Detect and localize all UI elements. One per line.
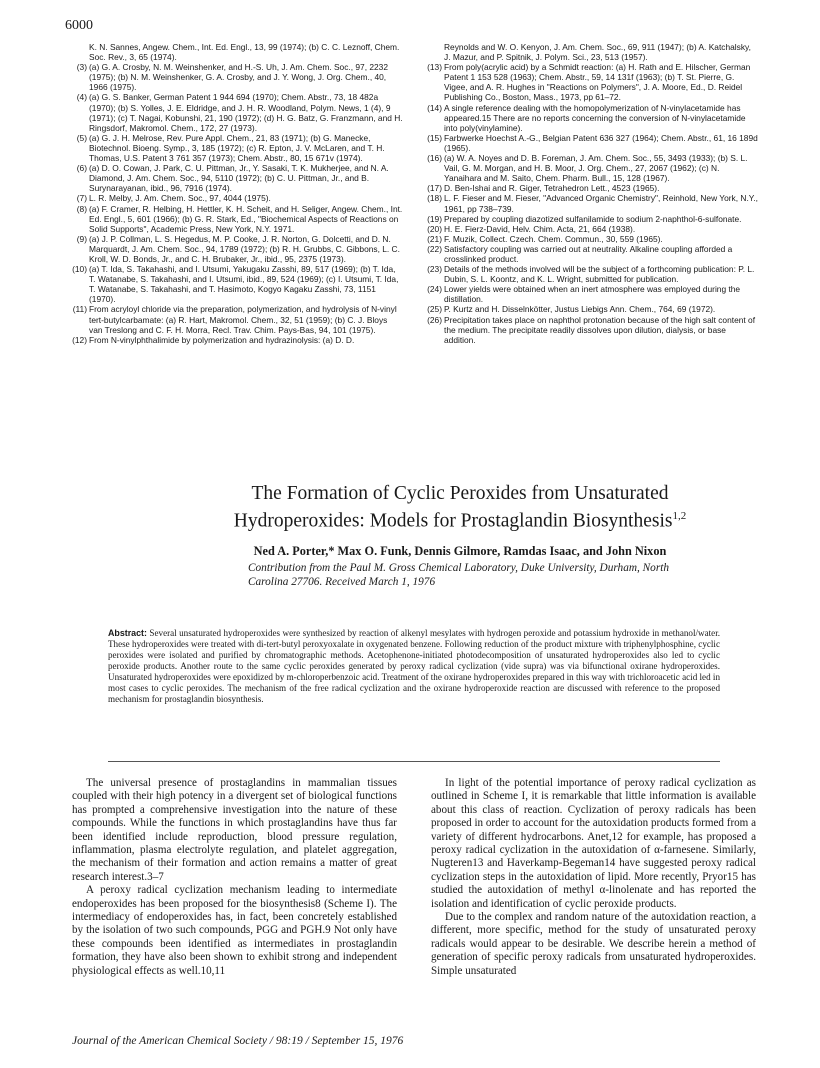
reference-item bbox=[65, 335, 403, 345]
reference-item bbox=[420, 315, 758, 345]
reference-number: (26) bbox=[427, 314, 442, 325]
abstract bbox=[108, 628, 720, 705]
body-paragraph: In light of the potential importance of peroxy radical cyclization as outlined in Scheme I, it is remarkable that little information is available about this class of reaction. Cyclization of peroxy radicals has been proposed in order to account for the autoxidation products formed from a variety of different hydrocarbons. Anet,12 for example, has proposed a peroxy radical cyclization in the autoxidation of α-farnesene. Similarly, Nugteren13 and Haverkamp-Begeman14 have suggested peroxy radical cyclization steps in the autoxidation of lipid. More recently, Pryor15 has studied the autoxidation of methyl α-linolenate and has reported the isolation and identification of cyclic peroxide products. bbox=[431, 777, 757, 910]
reference-text: Farbwerke Hoechst A.-G., Belgian Patent 636 327 (1964); Chem. Abstr., 61, 16 189d (1965). bbox=[444, 132, 758, 153]
reference-number: (14) bbox=[427, 102, 442, 113]
title-footnote-marker: 1,2 bbox=[672, 510, 687, 522]
reference-text: Reynolds and W. O. Kenyon, J. Am. Chem. Soc., 69, 911 (1947); (b) A. Katchalsky, J. Mazur, and P. Spitnik, J. Polym. Sci., 23, 513 (1957). bbox=[444, 42, 751, 63]
reference-number: (15) bbox=[427, 132, 442, 143]
reference-number: (22) bbox=[427, 243, 442, 254]
reference-number: (9) bbox=[76, 233, 87, 244]
reference-number: (24) bbox=[427, 284, 442, 295]
reference-number: (21) bbox=[427, 233, 442, 244]
reference-item bbox=[420, 193, 758, 213]
reference-item bbox=[65, 204, 403, 234]
reference-item bbox=[420, 42, 758, 62]
reference-number: (12) bbox=[72, 334, 87, 345]
reference-text: (a) J. P. Collman, L. S. Hegedus, M. P. Cooke, J. R. Norton, G. Dolcetti, and D. N. Marquardt, J. Am. Chem. Soc., 94, 1789 (1972); (b) R. H. Grubbs, C. Gibbons, L. C. Kroll, W. D. Bonds, Jr., and C. H. Brubaker, Jr., ibid., 95, 2375 (1973). bbox=[89, 233, 400, 264]
reference-text: From N-vinylphthalimide by polymerization and hydrazinolysis: (a) D. D. bbox=[89, 334, 355, 345]
reference-item bbox=[65, 92, 403, 132]
reference-text: Satisfactory coupling was carried out at neutrality. Alkaline coupling afforded a crosslinked product. bbox=[444, 243, 733, 264]
reference-item bbox=[65, 133, 403, 163]
reference-text: L. F. Fieser and M. Fieser, "Advanced Organic Chemistry", Reinhold, New York, N.Y., 1961, pp 738–739. bbox=[444, 193, 758, 214]
reference-item bbox=[65, 62, 403, 92]
reference-text: D. Ben-Ishai and R. Giger, Tetrahedron Lett., 4523 (1965). bbox=[444, 183, 660, 194]
abstract-label: Abstract: bbox=[108, 628, 147, 638]
reference-item bbox=[420, 133, 758, 153]
body-right-column bbox=[431, 777, 756, 978]
article-title-line bbox=[160, 505, 760, 533]
reference-text: Precipitation takes place on naphthol protonation because of the high salt content of the medium. The precipitate readily dissolves upon dilution, dialysis, or base addition. bbox=[444, 314, 756, 345]
reference-item bbox=[65, 193, 403, 203]
reference-number: (10) bbox=[72, 264, 87, 275]
reference-item bbox=[65, 264, 403, 304]
reference-item bbox=[420, 214, 758, 224]
reference-text: From acryloyl chloride via the preparation, polymerization, and hydrolysis of N-vinyl tert-butylcarbamate: (a) R. Hart, Makromol. Chem., 32, 51 (1959); (b) C. J. Bloys van Treslong and C. F. H. Morra, Recl. Trav. Chim. Pays-Bas, 94, 101 (1975). bbox=[89, 304, 397, 335]
reference-text: L. R. Melby, J. Am. Chem. Soc., 97, 4044 (1975). bbox=[89, 193, 271, 204]
reference-number: (11) bbox=[72, 304, 87, 315]
reference-number: (19) bbox=[427, 213, 442, 224]
reference-text: Prepared by coupling diazotized sulfanilamide to sodium 2-naphthol-6-sulfonate. bbox=[444, 213, 742, 224]
reference-number: (13) bbox=[427, 62, 442, 73]
body-paragraph: Due to the complex and random nature of the autoxidation reaction, a different, more specific, method for the study of unsaturated peroxy radicals would appear to be desirable. We describe herein a method of generation of specific peroxy radicals from unsaturated hydroperoxides. Simple unsaturated bbox=[431, 911, 756, 977]
reference-item bbox=[420, 234, 758, 244]
reference-text: H. E. Fierz-David, Helv. Chim. Acta, 21, 664 (1938). bbox=[444, 223, 636, 234]
reference-text: From poly(acrylic acid) by a Schmidt reaction: (a) H. Rath and E. Hilscher, German Patent 1 153 528 (1963); Chem. Abstr., 59, 14 131f (1963); (b) T. St. Pierre, G. Vigee, and A. R. Hughes in "Reactions on Polymers", J. A. Moore, Ed., D. Reidel Publishing Co., Boston, Mass., 1973, pp 61–72. bbox=[444, 62, 751, 103]
reference-text: (a) G. S. Banker, German Patent 1 944 694 (1970); Chem. Abstr., 73, 18 482a (1970); (b) S. Yolles, J. E. Eldridge, and J. H. R. Woodland, Polym. News, 1 (4), 9 (1971); (c) T. Nagai, Kobunshi, 21, 190 (1972); (d) H. G. Batz, G. Franzmann, and H. Ringsdorf, Makromol. Chem., 172, 27 (1973). bbox=[89, 92, 403, 133]
reference-item bbox=[65, 304, 403, 334]
contribution-line: Contribution from the Paul M. Gross Chemical Laboratory, Duke University, Durham, North Carolina 27706. Received March 1, 1976 bbox=[248, 562, 670, 588]
reference-item bbox=[420, 183, 758, 193]
reference-text: (a) G. J. H. Melrose, Rev. Pure Appl. Chem., 21, 83 (1971); (b) G. Manecke, Biotechnol. Bioeng. Symp., 3, 185 (1972); (c) R. Epton, J. V. McLaren, and T. H. Thomas, U.S. Patent 3 761 357 (1973); Chem. Abstr., 80, 15 671v (1974). bbox=[89, 132, 385, 164]
author-list: Ned A. Porter,* Max O. Funk, Dennis Gilmore, Ramdas Isaac, and John Nixon bbox=[253, 544, 667, 558]
reference-item bbox=[65, 163, 403, 193]
reference-text: Details of the methods involved will be the subject of a forthcoming publication: P. L. Dubin, S. L. Koontz, and K. L. Wright, submitted for publication. bbox=[444, 264, 755, 285]
references-right-column bbox=[420, 42, 758, 345]
reference-text: (a) T. Ida, S. Takahashi, and I. Utsumi, Yakugaku Zasshi, 89, 517 (1969); (b) T. Ida, T. Watanabe, S. Takahashi, and I. Utsumi, ibid., 89, 524 (1969); (c) I. Utsumi, T. Ida, T. Watanabe, S. Takahashi, and T. Hasimoto, Kogyo Kagaku Zasshi, 73, 1151 (1970). bbox=[89, 264, 399, 305]
reference-number: (25) bbox=[427, 304, 442, 315]
reference-number: (4) bbox=[76, 92, 87, 103]
reference-number: (17) bbox=[427, 183, 442, 194]
references-left-column bbox=[65, 42, 403, 345]
reference-item bbox=[420, 224, 758, 234]
reference-item bbox=[420, 284, 758, 304]
reference-item bbox=[420, 62, 758, 102]
abstract-divider bbox=[108, 761, 720, 762]
reference-number: (20) bbox=[427, 223, 442, 234]
reference-text: (a) D. O. Cowan, J. Park, C. U. Pittman, Jr., Y. Sasaki, T. K. Mukherjee, and N. A. Diamond, J. Am. Chem. Soc., 94, 5110 (1972); (b) C. U. Pittman, Jr., and B. Surynarayanan, ibid., 96, 7916 (1974). bbox=[89, 163, 389, 194]
abstract-text: Several unsaturated hydroperoxides were synthesized by reaction of alkenyl mesylates with hydrogen peroxide and potassium hydroxide in methanol/water. These hydroperoxides were treated with di-tert-butyl peroxyoxalate in oxygenated benzene. Following reduction of the product mixture with triphenylphosphine, cyclic peroxides were isolated and purified by chromatographic methods. Acetophenone-initiated photodecomposition of unsaturated hydroperoxides also led to cyclic peroxide products. Another route to the same cyclic peroxides generated by peroxy radical cyclization (vide supra) was via bifunctional oxirane hydroperoxides. Unsaturated hydroperoxides were epoxidized by m-chloroperbenzoic acid. Treatment of the oxirane hydroperoxides prepared in this way with trichloroacetic acid led in most cases to cyclic peroxides. The mechanism of the free radical cyclization and the oxirane hydroperoxide reaction are discussed with reference to the proposed mechanism for prostaglandin biosynthesis. bbox=[108, 628, 720, 704]
reference-number: (18) bbox=[427, 193, 442, 204]
reference-item bbox=[65, 42, 403, 62]
reference-number: (16) bbox=[427, 153, 442, 164]
journal-footer: Journal of the American Chemical Society / 98:19 / September 15, 1976 bbox=[72, 1035, 404, 1047]
body-left-column bbox=[72, 777, 397, 978]
reference-text: A single reference dealing with the homopolymerization of N-vinylacetamide has appeared.15 There are no reports concerning the conversion of N-vinylacetamide into poly(vinylamine). bbox=[444, 102, 746, 133]
reference-text: P. Kurtz and H. Disselnkötter, Justus Liebigs Ann. Chem., 764, 69 (1972). bbox=[444, 304, 716, 315]
reference-text: (a) F. Cramer, R. Helbing, H. Hettler, K. H. Scheit, and H. Seliger, Angew. Chem., Int. Ed. Engl., 5, 601 (1966); (b) G. R. Stark, Ed., "Biochemical Aspects of Reactions on Solid Supports", Academic Press, New York, N.Y. 1971. bbox=[89, 203, 403, 234]
reference-item bbox=[420, 304, 758, 314]
reference-text: (a) G. A. Crosby, N. M. Weinshenker, and H.-S. Uh, J. Am. Chem. Soc., 97, 2232 (1975); (b) N. M. Weinshenker, G. A. Crosby, and J. Y. Wong, J. Org. Chem., 40, 1966 (1975). bbox=[89, 62, 388, 93]
reference-item bbox=[65, 234, 403, 264]
reference-number: (23) bbox=[427, 264, 442, 275]
body-paragraph: A peroxy radical cyclization mechanism leading to intermediate endoperoxides has been proposed for the biosynthesis8 (Scheme I). The intermediacy of endoperoxides has, in fact, been concretely established by the isolation of two such compounds, PGG and PGH.9 Not only have these compounds been identified as intermediates in prostaglandin formation, they have also been shown to exhibit strong and independent physiological effects as well.10,11 bbox=[72, 884, 397, 977]
reference-number: (3) bbox=[76, 62, 87, 73]
reference-number: (6) bbox=[76, 163, 87, 174]
reference-number: (5) bbox=[76, 132, 87, 143]
reference-text: F. Muzik, Collect. Czech. Chem. Commun., 30, 559 (1965). bbox=[444, 233, 663, 244]
page-number: 6000 bbox=[65, 18, 93, 33]
article-title-line: The Formation of Cyclic Peroxides from Unsaturated bbox=[251, 483, 669, 504]
reference-text: K. N. Sannes, Angew. Chem., Int. Ed. Engl., 13, 99 (1974); (b) C. C. Leznoff, Chem. Soc. Rev., 3, 65 (1974). bbox=[89, 42, 400, 63]
reference-text: Lower yields were obtained when an inert atmosphere was employed during the distillation. bbox=[444, 284, 741, 305]
article-title bbox=[160, 482, 760, 533]
body-paragraph: The universal presence of prostaglandins in mammalian tissues coupled with their high potency in a divergent set of biological functions has prompted a comprehensive investigation into the nature of these compounds. While the functions in which prostaglandins have thus far been identified include reproduction, blood pressure regulation, inflammation, plasma electrolyte regulation, and platelet aggregation, the mechanism of their formation and action remains a matter of great research interest.3–7 bbox=[72, 777, 397, 883]
reference-number: (8) bbox=[76, 203, 87, 214]
article-title-text: Hydroperoxides: Models for Prostaglandin Biosynthesis bbox=[233, 510, 673, 532]
reference-number: (7) bbox=[76, 193, 87, 204]
reference-item bbox=[420, 244, 758, 264]
reference-text: (a) W. A. Noyes and D. B. Foreman, J. Am. Chem. Soc., 55, 3493 (1933); (b) S. L. Vail, G. M. Morgan, and H. B. Moor, J. Org. Chem., 27, 2067 (1962); (c) N. Yanaihara and M. Saito, Chem. Pharm. Bull., 15, 128 (1967). bbox=[444, 153, 748, 184]
reference-item bbox=[420, 153, 758, 183]
reference-item bbox=[420, 103, 758, 133]
reference-item bbox=[420, 264, 758, 284]
